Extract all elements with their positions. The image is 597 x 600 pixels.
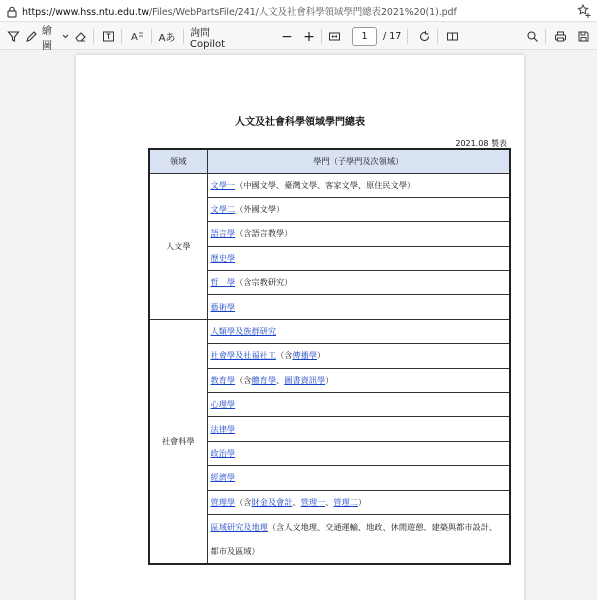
fit-icon[interactable] [326,27,342,46]
subject-cell [207,441,510,465]
subject-link[interactable]: 文學二 [210,204,236,215]
subject-link[interactable]: 政治學 [210,447,236,458]
print-icon[interactable] [552,27,568,46]
document-date-note: 2021.08 製表 [455,139,507,148]
draw-label: 繪圖 [42,25,52,52]
subject-link[interactable]: 圖書資訊學 [284,374,326,385]
fields-table [148,148,511,565]
subject-link[interactable]: 管理二 [333,496,358,507]
subject-cell [207,197,510,221]
subject-cell [207,368,510,392]
subject-link[interactable]: 教育學 [210,374,236,385]
subject-link[interactable]: 區域研究及地理 [210,521,268,532]
url-host: https://www.hss.ntu.edu.tw [22,7,150,18]
subject-note: （含 [235,496,252,507]
text-icon[interactable] [100,27,116,46]
toolbar-divider [93,29,94,44]
two-page-icon[interactable] [444,27,460,46]
subject-cell [207,319,510,343]
subject-cell [207,514,510,564]
address-bar[interactable] [0,0,597,22]
pdf-toolbar [0,23,597,50]
draw-button[interactable] [25,25,69,52]
save-icon[interactable] [575,27,591,46]
subject-link[interactable]: 哲 學 [210,277,236,288]
subject-note: （外國文學） [235,204,285,215]
subject-cell [207,466,510,490]
subject-cell [207,246,510,270]
document-title: 人文及社會科學領域學門總表 [235,117,365,128]
subject-cell [207,271,510,295]
header-subject: 學門（子學門及次領域） [207,149,510,173]
subject-note: 、 [276,374,285,385]
read-aloud-label: Aあ [158,33,176,44]
table-header-row [149,149,510,173]
rotate-icon[interactable] [416,27,432,46]
subject-note: 、 [325,496,334,507]
document-viewport[interactable] [0,51,597,600]
subject-link[interactable]: 管理一 [300,496,326,507]
table-row [149,173,510,197]
svg-text:A: A [131,32,138,43]
zoom-out-icon[interactable]: − [281,28,293,45]
subject-cell [207,417,510,441]
subject-note: （中國文學、臺灣文學、客家文學、原住民文學） [235,179,416,190]
subject-link[interactable]: 語言學 [210,228,236,239]
toolbar-divider [407,29,408,44]
subject-cell [207,344,510,368]
eraser-icon[interactable] [72,27,88,46]
favorite-icon[interactable] [575,2,593,20]
subject-cell [207,173,510,197]
subject-link[interactable]: 經濟學 [210,472,236,483]
url-text[interactable] [22,4,457,18]
subject-note: （含人文地理、交通運輸、地政、休閒遊憩、建築與都市設計、 [267,521,498,532]
subject-cell [207,490,510,514]
filter-icon[interactable] [5,27,21,46]
url-path: /Files/WebPartsFile/241/人文及社會科學領域學門總表2021%20(1).pdf [149,7,457,18]
subject-link[interactable]: 社會學及社福社工 [210,350,277,361]
subject-cell [207,393,510,417]
page-total: / 17 [383,31,402,42]
toolbar-divider [437,29,438,44]
subject-note: ） [316,350,326,361]
search-icon[interactable] [524,27,540,46]
subject-link[interactable]: 管理學 [210,496,236,507]
subject-note: （含 [276,350,293,361]
subject-cell [207,295,510,319]
subject-note: （含 [235,374,252,385]
subject-note-line2: 都市及區域） [210,545,260,556]
subject-note: 、 [292,496,301,507]
zoom-in-icon[interactable]: + [303,28,315,45]
ask-copilot-label: 詢問 Copilot [190,27,226,50]
toolbar-divider [545,29,546,44]
toolbar-divider [183,29,184,44]
subject-link[interactable]: 心理學 [210,399,236,410]
toolbar-divider [121,29,122,44]
subject-link[interactable]: 法律學 [210,423,236,434]
subject-link[interactable]: 文學一 [210,179,236,190]
subject-note: （含宗教研究） [235,277,293,288]
table-row [149,319,510,343]
subject-link[interactable]: 人類學及族群研究 [210,326,277,337]
area-cell: 社會科學 [149,319,207,564]
toolbar-divider [151,29,152,44]
area-cell: 人文學 [149,173,207,319]
subject-note: （含語言教學） [235,228,293,239]
page-number-input[interactable]: 1 [352,27,377,46]
subject-cell [207,222,510,246]
subject-link[interactable]: 歷史學 [210,252,236,263]
pdf-page [76,55,524,600]
subject-link[interactable]: 藝術學 [210,301,236,312]
page-view-icon[interactable] [128,27,146,46]
subject-note: ） [357,496,367,507]
chevron-down-icon [62,33,69,40]
subject-note: ） [325,374,334,385]
read-aloud-button[interactable] [157,27,177,46]
header-area: 領域 [149,149,207,173]
draw-icon [25,30,38,43]
lock-icon[interactable] [5,4,19,18]
subject-link[interactable]: 傳播學 [292,350,317,361]
ask-copilot-button[interactable] [190,27,246,50]
subject-link[interactable]: 體育學 [251,374,277,385]
subject-link[interactable]: 財金及會計 [251,496,293,507]
toolbar-divider [321,29,322,44]
